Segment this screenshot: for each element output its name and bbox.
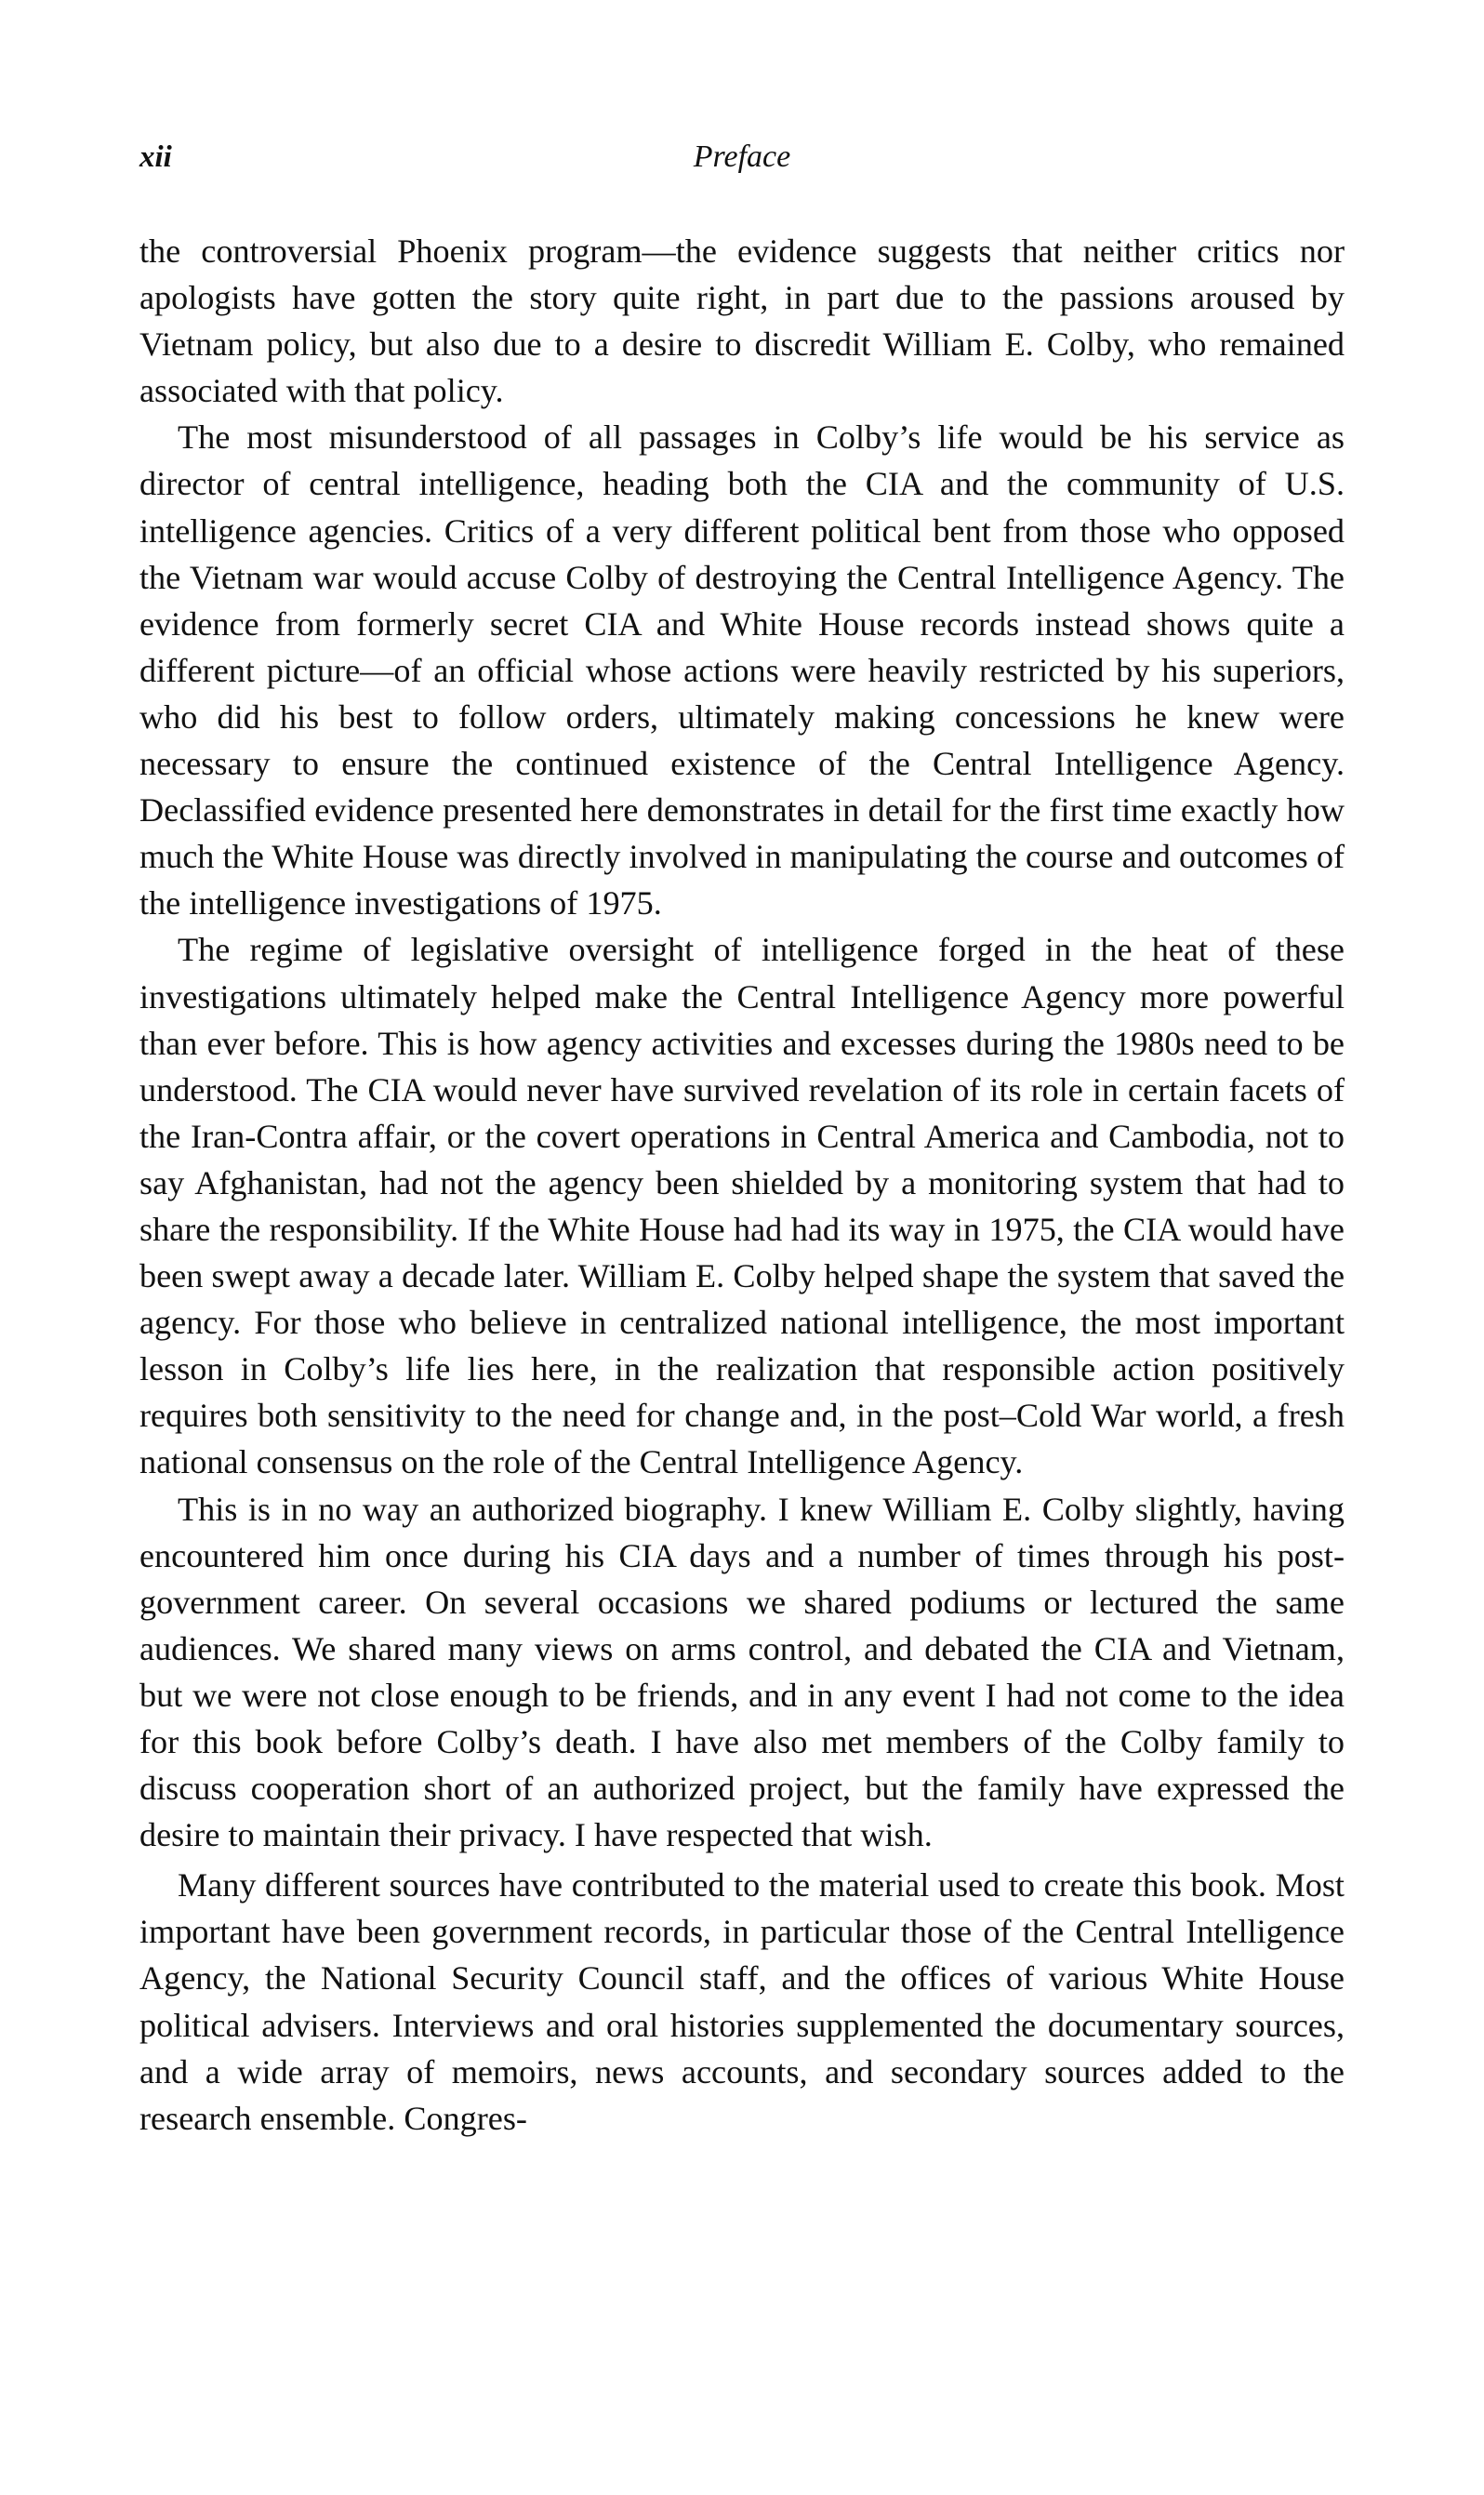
paragraph-continued: the controversial Phoenix program—the evidence suggests that neither critics nor apologists have gotten the story quite right, in part due to the passions aroused by Vietnam policy, but also due to a desire to discredit William E. Colby, who remained associated with that policy. bbox=[139, 232, 1345, 410]
paragraph: Many different sources have contributed to the material used to create this book. Most important have been government records, in particular those of the Central Intelligence Agency, the National Security Council staff, and the offices of various White House political advisers. Interviews and oral histories supplemented the documentary sources, and a wide array of memoirs, news accounts, and secondary sources added to the research ensemble. Congres- bbox=[139, 1866, 1345, 2137]
paragraph: The most misunderstood of all passages in Colby’s life would be his service as director of central intelligence, heading both the CIA and the community of U.S. intelligence agencies. Critics of a very different political bent from those who opposed the Vietnam war would accuse Colby of destroying the Central Intelligence Agency. The evidence from formerly secret CIA and White House records instead shows quite a different picture—of an official whose actions were heavily restricted by his superiors, who did his best to follow orders, ultimately making concessions he knew were necessary to ensure the continued existence of the Central Intelligence Agency. Declassified evidence presented here demonstrates in detail for the first time exactly how much the White House was directly involved in manipulating the course and outcomes of the intelligence investigations of 1975. bbox=[139, 418, 1345, 922]
paragraph: This is in no way an authorized biography. I knew William E. Colby slightly, having encountered him once during his CIA days and a number of times through his post-government career. On several occasions we shared podiums or lectured the same audiences. We shared many views on arms control, and debated the CIA and Vietnam, but we were not close enough to be friends, and in any event I had not come to the idea for this book before Colby’s death. I have also met members of the Colby family to discuss cooperation short of an authorized project, but the family have expressed the desire to maintain their privacy. I have respected that wish. bbox=[139, 1490, 1345, 1854]
page-number: xii bbox=[139, 140, 172, 174]
body-text bbox=[139, 228, 1345, 2142]
paragraph: The regime of legislative oversight of intelligence forged in the heat of these investigations ultimately helped make the Central Intelligence Agency more powerful than ever before. This is how agency activities and excesses during the 1980s need to be understood. The CIA would never have survived revelation of its role in certain facets of the Iran-Contra affair, or the covert operations in Central America and Cambodia, not to say Afghanistan, had not the agency been shielded by a monitoring system that had to share the responsibility. If the White House had had its way in 1975, the CIA would have been swept away a decade later. William E. Colby helped shape the system that saved the agency. For those who believe in centralized national intelligence, the most important lesson in Colby’s life lies here, in the realization that responsible action positively requires both sensitivity to the need for change and, in the post–Cold War world, a fresh national consensus on the role of the Central Intelligence Agency. bbox=[139, 931, 1345, 1481]
section-title: Preface bbox=[693, 139, 791, 174]
running-head bbox=[139, 134, 1345, 180]
